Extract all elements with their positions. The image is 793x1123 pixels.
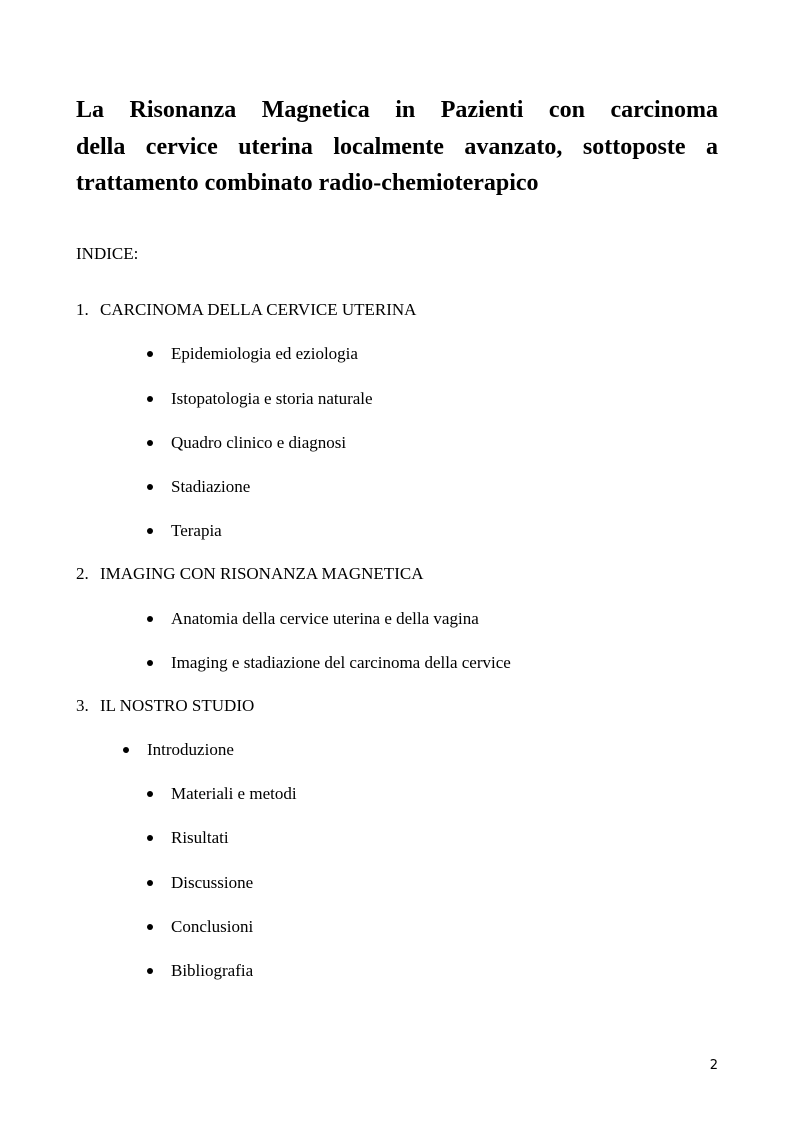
list-item: Stadiazione: [171, 477, 251, 496]
page-number: 2: [709, 1058, 718, 1073]
bullet-icon: [147, 440, 153, 446]
index-heading: INDICE:: [76, 244, 139, 263]
bullet-icon: [147, 528, 153, 534]
bullet-icon: [147, 351, 153, 357]
list-item: Terapia: [171, 521, 222, 540]
section-number: 1.: [76, 300, 89, 319]
bullet-icon: [147, 968, 153, 974]
list-item: Quadro clinico e diagnosi: [171, 433, 347, 452]
list-item: Epidemiologia ed eziologia: [171, 344, 358, 363]
bullet-icon: [147, 484, 153, 490]
bullet-icon: [147, 880, 153, 886]
bullet-icon: [147, 791, 153, 797]
bullet-icon: [147, 616, 153, 622]
section-number: 3.: [76, 696, 89, 715]
bullet-icon: [123, 747, 129, 753]
title-line: trattamento combinato radio-chemioterapico: [76, 170, 539, 196]
list-item: Bibliografia: [171, 961, 254, 980]
list-item: Discussione: [171, 873, 254, 892]
list-item: Imaging e stadiazione del carcinoma della cervice: [171, 653, 511, 672]
list-item: Anatomia della cervice uterina e della vagina: [171, 609, 479, 628]
title-line: della cervice uterina localmente avanzato, sottoposte a: [76, 133, 718, 160]
bullet-icon: [147, 835, 153, 841]
list-item: Istopatologia e storia naturale: [171, 389, 373, 408]
bullet-icon: [147, 660, 153, 666]
list-item: Conclusioni: [171, 917, 254, 936]
section-heading: IMAGING CON RISONANZA MAGNETICA: [100, 564, 424, 583]
list-item: Risultati: [171, 828, 229, 847]
section-number: 2.: [76, 564, 89, 583]
title-line: La Risonanza Magnetica in Pazienti con carcinoma: [76, 97, 718, 123]
bullet-icon: [147, 924, 153, 930]
section-heading: CARCINOMA DELLA CERVICE UTERINA: [100, 300, 417, 319]
document-title: [76, 92, 718, 202]
bullet-icon: [147, 396, 153, 402]
list-item: Materiali e metodi: [171, 784, 297, 803]
section-heading: IL NOSTRO STUDIO: [100, 696, 255, 715]
list-item: Introduzione: [147, 740, 234, 759]
